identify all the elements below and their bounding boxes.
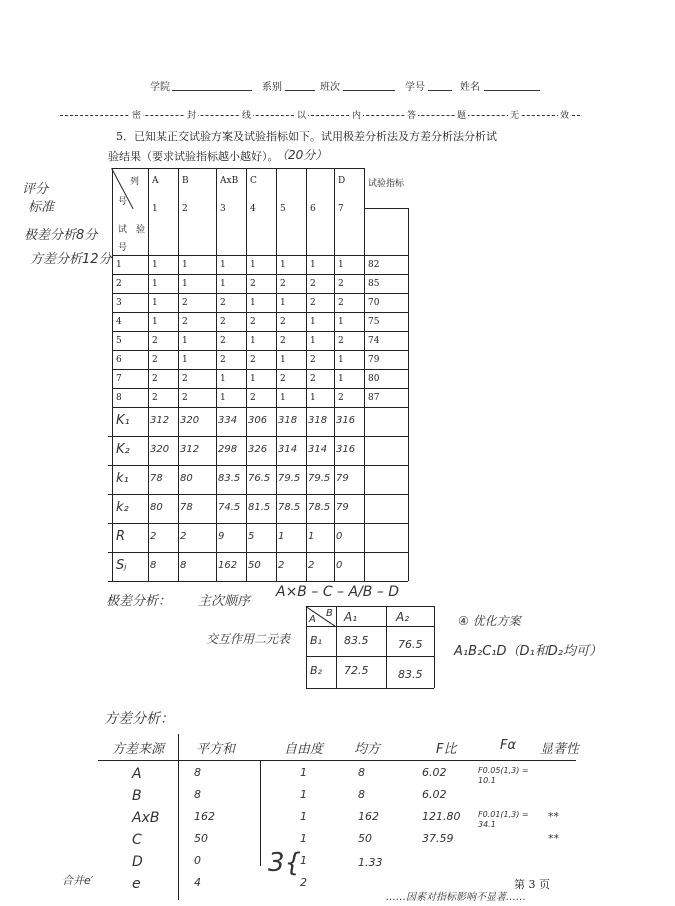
hand-cell-0-2: 334 [218, 415, 238, 426]
cell-1-4: 2 [280, 279, 286, 289]
table-hline-result-top [364, 208, 408, 209]
anova-cell-5-df: 2 [300, 876, 307, 889]
cell-3-3: 2 [250, 317, 256, 327]
cross-vline-2 [386, 606, 387, 688]
corner-row-label-2: 号 [118, 243, 128, 253]
anova-vline-0 [178, 734, 179, 900]
cell-4-2: 2 [220, 336, 226, 346]
hand-cell-4-5: 1 [308, 531, 315, 542]
question-line-1: 5．已知某正交试验方案及试验指标如下。试用极差分析法及方差分析法分析试 [116, 130, 497, 143]
hand-cell-3-5: 78.5 [308, 502, 331, 513]
margin-score-label: 评分 [22, 182, 49, 197]
priority-label: 主次顺序 [198, 594, 251, 609]
cell-1-6: 2 [338, 279, 344, 289]
anova-cell-3-sig: ** [548, 832, 559, 845]
corner-row-label-1: 验 [136, 225, 146, 235]
table-row-line-0 [112, 274, 408, 275]
hand-cell-5-4: 2 [278, 560, 285, 571]
question-score: （20分） [276, 148, 328, 162]
cross-hline-0 [306, 606, 434, 607]
cell-2-2: 2 [220, 298, 226, 308]
pooled-note: 合并e′ [62, 874, 94, 887]
pooled-ms: 1.33 [358, 856, 383, 869]
anova-cell-5-ss: 4 [194, 876, 201, 889]
cell-2-5: 2 [310, 298, 316, 308]
hand-cell-0-3: 306 [248, 415, 268, 426]
hand-cell-2-1: 80 [180, 473, 193, 484]
column-no-1: 2 [182, 204, 188, 214]
factor-3: C [250, 176, 257, 186]
cell-2-1: 2 [182, 298, 188, 308]
anova-header-5: Fα [500, 738, 517, 753]
hand-cell-4-0: 2 [150, 531, 157, 542]
hand-label-3: k₂ [116, 500, 129, 515]
hand-cell-5-2: 162 [218, 560, 238, 571]
row-no-6: 7 [116, 374, 122, 384]
cell-7-3: 2 [250, 393, 256, 403]
header-department: 系别 [262, 82, 282, 93]
cell-6-0: 2 [152, 374, 158, 384]
cell-6-4: 2 [280, 374, 286, 384]
optimal-scheme: A₁B₂C₁D（D₁和D₂均可） [454, 644, 602, 659]
footer-note: ……因素对指标影响不显著…… [386, 892, 526, 903]
cell-7-4: 1 [280, 393, 286, 403]
cross-vline-0 [306, 606, 307, 688]
column-no-0: 1 [152, 204, 158, 214]
seal-word-7: 无 [508, 108, 521, 121]
margin-variance-score: 方差分析12分 [30, 252, 112, 267]
hand-row-line-0 [108, 436, 408, 437]
anova-cell-0-ss: 8 [194, 766, 201, 779]
cross-hline-2 [306, 656, 434, 657]
header-college: 学院 [150, 82, 170, 93]
cell-6-5: 2 [310, 374, 316, 384]
cross-corner-a: A [309, 614, 316, 625]
hand-cell-2-6: 79 [336, 473, 349, 484]
hand-cell-3-6: 79 [336, 502, 349, 513]
optimal-label: ④ 优化方案 [458, 614, 521, 628]
range-analysis-title: 极差分析： [106, 594, 172, 609]
cell-3-4: 2 [280, 317, 286, 327]
cell-7-0: 2 [152, 393, 158, 403]
anova-header-line [98, 760, 576, 761]
factor-1: B [182, 176, 189, 186]
cell-2-4: 1 [280, 298, 286, 308]
header-name: 姓名 [460, 82, 480, 93]
cell-7-1: 2 [182, 393, 188, 403]
cell-5-5: 2 [310, 355, 316, 365]
hand-cell-4-6: 0 [336, 531, 343, 542]
hand-label-0: K₁ [116, 413, 130, 428]
seal-word-2: 线 [240, 108, 253, 121]
row-no-4: 5 [116, 336, 122, 346]
column-no-6: 7 [338, 204, 344, 214]
seal-word-0: 密 [130, 108, 143, 121]
hand-cell-3-2: 74.5 [218, 502, 241, 513]
cell-5-4: 1 [280, 355, 286, 365]
hand-cell-0-6: 316 [336, 415, 356, 426]
hand-cell-1-4: 314 [278, 444, 298, 455]
cross-vline-1 [336, 606, 337, 688]
cell-0-4: 1 [280, 260, 286, 270]
result-6: 80 [368, 374, 380, 384]
hand-cell-5-1: 8 [180, 560, 187, 571]
interaction-label: 交互作用二元表 [206, 632, 291, 646]
hand-cell-1-3: 326 [248, 444, 268, 455]
anova-header-6: 显著性 [540, 742, 580, 757]
table-row-line-7 [112, 407, 408, 408]
cell-0-5: 1 [310, 260, 316, 270]
cell-7-6: 2 [338, 393, 344, 403]
hand-cell-1-5: 314 [308, 444, 328, 455]
anova-header-1: 平方和 [196, 742, 236, 757]
cross-hline-1 [306, 626, 434, 627]
class-blank [343, 90, 395, 91]
anova-cell-3-ss: 50 [194, 832, 208, 845]
hand-row-line-1 [108, 465, 408, 466]
hand-cell-3-1: 78 [180, 502, 193, 513]
result-7: 87 [368, 393, 380, 403]
hand-cell-1-1: 312 [180, 444, 200, 455]
hand-label-1: K₂ [116, 442, 130, 457]
seal-word-3: 以 [295, 108, 308, 121]
name-blank [484, 90, 540, 91]
anova-header-0: 方差来源 [112, 742, 165, 757]
cell-1-0: 1 [152, 279, 158, 289]
anova-cell-0-f: 6.02 [422, 766, 447, 779]
cross-row-label-1: B₂ [310, 664, 322, 677]
cell-3-5: 1 [310, 317, 316, 327]
hand-cell-5-6: 0 [336, 560, 343, 571]
table-vline-4 [246, 168, 247, 581]
result-5: 79 [368, 355, 380, 365]
hand-label-5: Sⱼ [116, 558, 127, 573]
cell-6-1: 2 [182, 374, 188, 384]
result-4: 74 [368, 336, 380, 346]
hand-cell-5-0: 8 [150, 560, 157, 571]
table-vline-7 [334, 168, 335, 581]
table-row-line-4 [112, 350, 408, 351]
hand-cell-0-0: 312 [150, 415, 170, 426]
cell-3-1: 2 [182, 317, 188, 327]
anova-cell-2-df: 1 [300, 810, 307, 823]
anova-cell-1-ss: 8 [194, 788, 201, 801]
factor-0: A [152, 176, 159, 186]
hand-cell-5-5: 2 [308, 560, 315, 571]
row-no-3: 4 [116, 317, 122, 327]
hand-row-line-5 [108, 581, 408, 582]
cell-2-0: 1 [152, 298, 158, 308]
hand-cell-2-0: 78 [150, 473, 163, 484]
pooled-brace: 3{ [268, 848, 302, 878]
anova-cell-4-ss: 0 [194, 854, 201, 867]
column-no-3: 4 [250, 204, 256, 214]
cell-7-2: 1 [220, 393, 226, 403]
anova-cell-0-src: A [132, 766, 142, 782]
cell-0-0: 1 [152, 260, 158, 270]
anova-cell-0-ms: 8 [358, 766, 365, 779]
table-row-line-6 [112, 388, 408, 389]
margin-range-score: 极差分析8分 [24, 228, 98, 243]
anova-cell-0-fa: F0.05(1,3) = 10.1 [478, 766, 529, 785]
seal-word-5: 答 [405, 108, 418, 121]
cross-vline-3 [434, 606, 435, 688]
cell-6-3: 1 [250, 374, 256, 384]
cell-5-6: 1 [338, 355, 344, 365]
hand-cell-5-3: 50 [248, 560, 261, 571]
cell-6-6: 1 [338, 374, 344, 384]
cell-1-5: 2 [310, 279, 316, 289]
cell-4-6: 2 [338, 336, 344, 346]
cell-3-2: 2 [220, 317, 226, 327]
corner-row-label-0: 试 [118, 225, 128, 235]
hand-cell-4-1: 2 [180, 531, 187, 542]
cell-4-4: 2 [280, 336, 286, 346]
hand-cell-4-2: 9 [218, 531, 225, 542]
hand-cell-3-4: 78.5 [278, 502, 301, 513]
question-line-2: 验结果（要求试验指标越小越好）。 [108, 150, 279, 163]
row-no-5: 6 [116, 355, 122, 365]
cell-2-6: 2 [338, 298, 344, 308]
cell-0-3: 1 [250, 260, 256, 270]
anova-cell-0-df: 1 [300, 766, 307, 779]
cross-hline-3 [306, 688, 434, 689]
hand-cell-3-0: 80 [150, 502, 163, 513]
cross-cell-0-0: 83.5 [344, 634, 369, 647]
table-hline-header [112, 255, 408, 256]
table-row-line-3 [112, 331, 408, 332]
anova-cell-3-df: 1 [300, 832, 307, 845]
anova-cell-2-src: AxB [132, 810, 160, 826]
cell-6-2: 1 [220, 374, 226, 384]
column-no-2: 3 [220, 204, 226, 214]
header-class: 班次 [320, 82, 340, 93]
cross-cell-1-1: 83.5 [398, 668, 423, 681]
cell-4-5: 1 [310, 336, 316, 346]
table-vline-3 [216, 168, 217, 581]
cross-row-label-0: B₁ [310, 634, 322, 647]
cross-col-1: A₂ [396, 610, 410, 624]
cell-5-2: 2 [220, 355, 226, 365]
cell-0-2: 1 [220, 260, 226, 270]
hand-cell-3-3: 81.5 [248, 502, 271, 513]
cell-5-1: 1 [182, 355, 188, 365]
cell-3-0: 1 [152, 317, 158, 327]
table-row-line-1 [112, 293, 408, 294]
anova-cell-3-ms: 50 [358, 832, 372, 845]
page-number: 第 3 页 [514, 878, 550, 891]
cell-1-1: 1 [182, 279, 188, 289]
department-blank [285, 90, 315, 91]
cell-0-1: 1 [182, 260, 188, 270]
student-id-blank [428, 90, 452, 91]
table-vline-6 [306, 168, 307, 581]
variance-analysis-title: 方差分析： [104, 711, 174, 727]
hand-label-2: k₁ [116, 471, 129, 486]
cell-4-3: 1 [250, 336, 256, 346]
anova-cell-4-src: D [132, 854, 143, 870]
cell-4-1: 1 [182, 336, 188, 346]
table-hline-top [112, 168, 364, 169]
table-vline-5 [276, 168, 277, 581]
hand-row-line-2 [108, 494, 408, 495]
hand-cell-2-3: 76.5 [248, 473, 271, 484]
hand-row-line-4 [108, 552, 408, 553]
anova-vline-1 [260, 760, 261, 866]
anova-cell-2-fa: F0.01(1,3) = 34.1 [478, 810, 529, 829]
row-no-7: 8 [116, 393, 122, 403]
hand-cell-2-5: 79.5 [308, 473, 331, 484]
priority-order: A×B – C – A/B – D [276, 584, 400, 600]
seal-word-6: 题 [455, 108, 468, 121]
anova-header-3: 均方 [354, 742, 381, 757]
anova-header-4: F比 [436, 742, 457, 757]
hand-cell-1-6: 316 [336, 444, 356, 455]
row-no-0: 1 [116, 260, 122, 270]
table-vline-8 [364, 168, 365, 581]
cell-5-0: 2 [152, 355, 158, 365]
row-no-1: 2 [116, 279, 122, 289]
cell-3-6: 1 [338, 317, 344, 327]
cell-1-3: 2 [250, 279, 256, 289]
anova-cell-3-src: C [132, 832, 142, 848]
anova-cell-4-df: 1 [300, 854, 307, 867]
hand-cell-0-4: 318 [278, 415, 298, 426]
anova-cell-2-ss: 162 [194, 810, 215, 823]
hand-row-line-3 [108, 523, 408, 524]
anova-cell-5-src: e [132, 876, 141, 892]
cell-2-3: 1 [250, 298, 256, 308]
cell-1-2: 1 [220, 279, 226, 289]
result-header: 试验指标 [368, 179, 405, 189]
cell-0-6: 1 [338, 260, 344, 270]
hand-label-4: R [116, 529, 126, 544]
seal-word-8: 效 [558, 108, 571, 121]
hand-cell-1-2: 298 [218, 444, 238, 455]
cross-cell-0-1: 76.5 [398, 638, 423, 651]
hand-cell-0-1: 320 [180, 415, 200, 426]
column-no-5: 6 [310, 204, 316, 214]
header-student-id: 学号 [405, 82, 425, 93]
hand-cell-4-3: 5 [248, 531, 255, 542]
hand-cell-2-2: 83.5 [218, 473, 241, 484]
table-vline-2 [178, 168, 179, 581]
result-1: 85 [368, 279, 380, 289]
anova-cell-2-sig: ** [548, 810, 559, 823]
hand-cell-2-4: 79.5 [278, 473, 301, 484]
anova-cell-1-ms: 8 [358, 788, 365, 801]
seal-word-4: 内 [350, 108, 363, 121]
factor-6: D [338, 176, 346, 186]
anova-cell-1-f: 6.02 [422, 788, 447, 801]
hand-cell-1-0: 320 [150, 444, 170, 455]
cell-5-3: 2 [250, 355, 256, 365]
seal-word-1: 封 [185, 108, 198, 121]
cross-corner-b: B [326, 608, 333, 619]
table-row-line-2 [112, 312, 408, 313]
anova-cell-2-ms: 162 [358, 810, 379, 823]
cell-7-5: 1 [310, 393, 316, 403]
anova-cell-2-f: 121.80 [422, 810, 461, 823]
anova-header-2: 自由度 [284, 742, 324, 757]
anova-cell-3-f: 37.59 [422, 832, 454, 845]
hand-cell-4-4: 1 [278, 531, 285, 542]
table-vline-0 [112, 168, 113, 581]
anova-cell-1-df: 1 [300, 788, 307, 801]
margin-score-sub: 标准 [28, 200, 55, 215]
cross-cell-1-0: 72.5 [344, 664, 369, 677]
corner-col-label-2: 号 [118, 197, 128, 207]
column-no-4: 5 [280, 204, 286, 214]
college-blank [172, 90, 252, 91]
corner-col-label: 列 [130, 177, 140, 187]
table-vline-9 [408, 208, 409, 581]
table-vline-1 [148, 168, 149, 581]
table-row-line-5 [112, 369, 408, 370]
factor-2: AxB [220, 176, 239, 186]
row-no-2: 3 [116, 298, 122, 308]
cell-4-0: 2 [152, 336, 158, 346]
cross-col-0: A₁ [344, 610, 358, 624]
hand-cell-0-5: 318 [308, 415, 328, 426]
result-2: 70 [368, 298, 380, 308]
anova-cell-1-src: B [132, 788, 142, 804]
result-0: 82 [368, 260, 380, 270]
result-3: 75 [368, 317, 380, 327]
